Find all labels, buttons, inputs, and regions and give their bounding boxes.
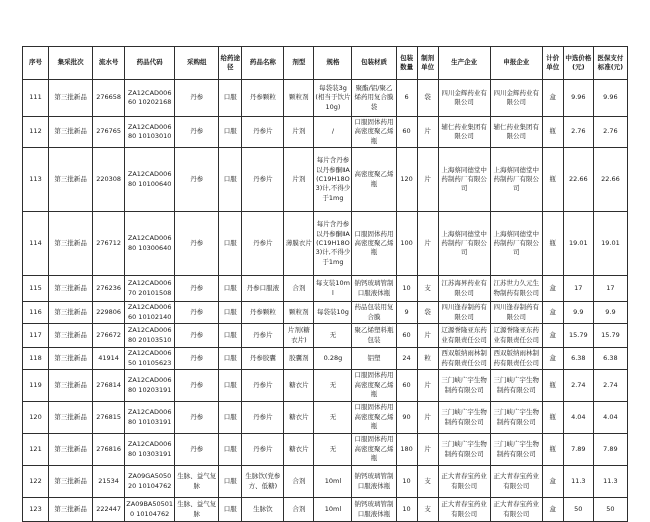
table-cell: 糖衣片 bbox=[284, 402, 314, 434]
table-cell: 上海蔡同德堂中药制药厂有限公司 bbox=[490, 148, 542, 212]
table-cell: 三门峡广宇生物制药有限公司 bbox=[438, 434, 490, 466]
table-cell: 丹参片 bbox=[242, 148, 284, 212]
table-cell: 片剂 bbox=[284, 148, 314, 212]
table-cell: 276814 bbox=[93, 370, 125, 402]
table-cell: 第三批新品 bbox=[49, 498, 93, 522]
table-cell: 西双版纳雨林制药有限责任公司 bbox=[490, 348, 542, 370]
table-row bbox=[23, 148, 628, 212]
table-cell: 三门峡广宇生物制药有限公司 bbox=[438, 370, 490, 402]
table-cell: 第三批新品 bbox=[49, 324, 93, 348]
table-cell: 9.96 bbox=[593, 80, 627, 117]
table-cell: 丹参 bbox=[175, 302, 219, 324]
table-cell: 7.89 bbox=[563, 434, 593, 466]
table-cell: 276765 bbox=[93, 117, 125, 148]
table-cell: 辽源誉隆亚东药业有限责任公司 bbox=[490, 324, 542, 348]
table-cell: 片剂(糖衣片) bbox=[284, 324, 314, 348]
table-cell: 第三批新品 bbox=[49, 117, 93, 148]
table-cell: 10 bbox=[396, 466, 417, 498]
table-cell: 钠钙玻璃管制口服液体瓶 bbox=[352, 276, 396, 302]
table-cell: 口服固体药用高密度聚乙烯瓶 bbox=[352, 402, 396, 434]
table-cell: 江苏海昇药业有限公司 bbox=[438, 276, 490, 302]
column-header: 剂型 bbox=[284, 47, 314, 80]
table-cell: 丹参片 bbox=[242, 117, 284, 148]
table-cell: ZA09GA505020 10104762 bbox=[125, 466, 175, 498]
column-header: 计价单位 bbox=[542, 47, 563, 80]
table-cell: 正大青春宝药业有限公司 bbox=[438, 498, 490, 522]
table-cell: 276815 bbox=[93, 402, 125, 434]
table-cell: 口服固体药用高密度聚乙烯瓶 bbox=[352, 370, 396, 402]
table-cell: 120 bbox=[23, 402, 49, 434]
table-cell: 111 bbox=[23, 80, 49, 117]
table-cell: 276658 bbox=[93, 80, 125, 117]
table-cell: ZA12CAD00680 10303191 bbox=[125, 434, 175, 466]
table-cell: 瓶 bbox=[542, 148, 563, 212]
table-cell: 121 bbox=[23, 434, 49, 466]
table-row bbox=[23, 434, 628, 466]
table-cell: 上海蔡同德堂中药制药厂有限公司 bbox=[490, 212, 542, 276]
table-cell: 24 bbox=[396, 348, 417, 370]
table-cell: 合剂 bbox=[284, 276, 314, 302]
column-header: 采购组 bbox=[175, 47, 219, 80]
table-cell: 丹参 bbox=[175, 434, 219, 466]
table-cell: 117 bbox=[23, 324, 49, 348]
table-cell: 123 bbox=[23, 498, 49, 522]
table-row bbox=[23, 348, 628, 370]
table-cell: 100 bbox=[396, 212, 417, 276]
table-cell: 第三批新品 bbox=[49, 212, 93, 276]
table-cell: 口服 bbox=[219, 498, 242, 522]
column-header: 包装数量 bbox=[396, 47, 417, 80]
table-cell: 袋 bbox=[417, 302, 438, 324]
table-cell: 瓶 bbox=[542, 370, 563, 402]
table-cell: 丹参片 bbox=[242, 402, 284, 434]
column-header: 制剂单位 bbox=[417, 47, 438, 80]
table-cell: 口服 bbox=[219, 276, 242, 302]
table-cell: 薄膜衣片 bbox=[284, 212, 314, 276]
table-cell: 高密度聚乙烯瓶 bbox=[352, 148, 396, 212]
table-cell: / bbox=[314, 117, 352, 148]
table-cell: 50 bbox=[563, 498, 593, 522]
table-cell: 第三批新品 bbox=[49, 348, 93, 370]
table-cell: 钠钙玻璃管制口服液体瓶 bbox=[352, 498, 396, 522]
table-cell: 10ml bbox=[314, 466, 352, 498]
table-cell: 口服 bbox=[219, 402, 242, 434]
table-cell: 第三批新品 bbox=[49, 466, 93, 498]
column-header: 流水号 bbox=[93, 47, 125, 80]
table-cell: 丹参 bbox=[175, 148, 219, 212]
table-cell: 6 bbox=[396, 80, 417, 117]
table-cell: 江苏世力久元生物制药有限公司 bbox=[490, 276, 542, 302]
table-cell: 辅仁药业集团有限公司 bbox=[438, 117, 490, 148]
table-cell: 17 bbox=[563, 276, 593, 302]
table-cell: 10 bbox=[396, 276, 417, 302]
table-cell: 每支装10ml bbox=[314, 276, 352, 302]
column-header: 规格 bbox=[314, 47, 352, 80]
table-cell: 支 bbox=[417, 276, 438, 302]
table-row bbox=[23, 80, 628, 117]
column-header: 中选价格(元) bbox=[563, 47, 593, 80]
table-cell: 糖衣片 bbox=[284, 434, 314, 466]
table-cell: 无 bbox=[314, 434, 352, 466]
table-cell: 丹参 bbox=[175, 276, 219, 302]
table-cell: 颗粒剂 bbox=[284, 80, 314, 117]
table-cell: 2.74 bbox=[593, 370, 627, 402]
table-cell: 丹参片 bbox=[242, 324, 284, 348]
table-cell: 瓶 bbox=[542, 402, 563, 434]
table-cell: 生脉、益气复脉 bbox=[175, 466, 219, 498]
table-cell: 四川金辉药业有限公司 bbox=[490, 80, 542, 117]
table-cell: 114 bbox=[23, 212, 49, 276]
table-cell: 丹参片 bbox=[242, 434, 284, 466]
table-cell: 60 bbox=[396, 370, 417, 402]
table-cell: ZA12CAD00680 10100640 bbox=[125, 148, 175, 212]
table-cell: ZA09BA505010 10104762 bbox=[125, 498, 175, 522]
table-cell: 口服 bbox=[219, 434, 242, 466]
table-cell: 丹参 bbox=[175, 324, 219, 348]
table-cell: 19.01 bbox=[593, 212, 627, 276]
table-cell: 第三批新品 bbox=[49, 302, 93, 324]
table-cell: 17 bbox=[593, 276, 627, 302]
table-cell: 口服 bbox=[219, 370, 242, 402]
table-row bbox=[23, 302, 628, 324]
table-cell: 口服 bbox=[219, 348, 242, 370]
table-cell: 115 bbox=[23, 276, 49, 302]
table-cell: 粒 bbox=[417, 348, 438, 370]
table-cell: 三门峡广宇生物制药有限公司 bbox=[490, 370, 542, 402]
table-cell: 60 bbox=[396, 117, 417, 148]
table-cell: 丹参 bbox=[175, 117, 219, 148]
table-cell: 三门峡广宇生物制药有限公司 bbox=[490, 434, 542, 466]
table-cell: 2.74 bbox=[563, 370, 593, 402]
table-cell: ZA12CAD00680 10203191 bbox=[125, 370, 175, 402]
table-cell: 10 bbox=[396, 498, 417, 522]
table-cell: 第三批新品 bbox=[49, 80, 93, 117]
table-cell: 四川金辉药业有限公司 bbox=[438, 80, 490, 117]
table-cell: 口服 bbox=[219, 80, 242, 117]
table-cell: 9.9 bbox=[593, 302, 627, 324]
table-cell: 丹参片 bbox=[242, 370, 284, 402]
table-cell: 丹参 bbox=[175, 402, 219, 434]
table-cell: 颗粒剂 bbox=[284, 302, 314, 324]
column-header: 生产企业 bbox=[438, 47, 490, 80]
table-cell: 276672 bbox=[93, 324, 125, 348]
table-cell: 6.38 bbox=[563, 348, 593, 370]
table-cell: 袋 bbox=[417, 80, 438, 117]
table-cell: 每袋装10g bbox=[314, 302, 352, 324]
table-cell: 6.38 bbox=[593, 348, 627, 370]
drug-procurement-table bbox=[22, 46, 628, 522]
table-cell: 119 bbox=[23, 370, 49, 402]
table-cell: 21534 bbox=[93, 466, 125, 498]
table-cell: 第三批新品 bbox=[49, 148, 93, 212]
column-header: 包装材质 bbox=[352, 47, 396, 80]
table-row bbox=[23, 212, 628, 276]
table-cell: 胶囊剂 bbox=[284, 348, 314, 370]
table-cell: 西双版纳雨林制药有限责任公司 bbox=[438, 348, 490, 370]
table-cell: 第三批新品 bbox=[49, 434, 93, 466]
table-row bbox=[23, 324, 628, 348]
table-cell: 口服 bbox=[219, 117, 242, 148]
table-cell: 118 bbox=[23, 348, 49, 370]
table-cell: 铝塑 bbox=[352, 348, 396, 370]
table-cell: 丹参颗粒 bbox=[242, 80, 284, 117]
table-cell: 15.79 bbox=[563, 324, 593, 348]
table-row bbox=[23, 370, 628, 402]
table-cell: 50 bbox=[593, 498, 627, 522]
table-cell: 无 bbox=[314, 370, 352, 402]
table-row bbox=[23, 117, 628, 148]
table-cell: 钠钙玻璃管制口服液体瓶 bbox=[352, 466, 396, 498]
table-cell: 支 bbox=[417, 466, 438, 498]
table-cell: 222447 bbox=[93, 498, 125, 522]
table-cell: 片 bbox=[417, 402, 438, 434]
table-cell: 10ml bbox=[314, 498, 352, 522]
table-row bbox=[23, 466, 628, 498]
table-cell: 每片含丹参以丹参酮ⅡA(C19H18O3)计,不得少于1mg bbox=[314, 148, 352, 212]
table-cell: 口服固体药用高密度聚乙烯瓶 bbox=[352, 212, 396, 276]
table-cell: ZA12CAD00680 10300640 bbox=[125, 212, 175, 276]
column-header: 药品名称 bbox=[242, 47, 284, 80]
table-cell: 四川逢春制药有限公司 bbox=[438, 302, 490, 324]
table-cell: 糖衣片 bbox=[284, 370, 314, 402]
table-cell: 90 bbox=[396, 402, 417, 434]
column-header: 申报企业 bbox=[490, 47, 542, 80]
table-cell: 无 bbox=[314, 324, 352, 348]
table-cell: 口服 bbox=[219, 302, 242, 324]
table-cell: 19.01 bbox=[563, 212, 593, 276]
table-cell: 盒 bbox=[542, 302, 563, 324]
table-cell: 9.96 bbox=[563, 80, 593, 117]
table-cell: 三门峡广宇生物制药有限公司 bbox=[490, 402, 542, 434]
table-cell: 4.04 bbox=[593, 402, 627, 434]
table-cell: 片 bbox=[417, 434, 438, 466]
table-cell: 41914 bbox=[93, 348, 125, 370]
table-cell: 180 bbox=[396, 434, 417, 466]
column-header: 药品代码 bbox=[125, 47, 175, 80]
table-cell: 片 bbox=[417, 117, 438, 148]
table-cell: 276236 bbox=[93, 276, 125, 302]
table-cell: 2.76 bbox=[593, 117, 627, 148]
table-cell: 每片含丹参以丹参酮ⅡA(C19H18O3)计,不得少于1mg bbox=[314, 212, 352, 276]
table-cell: 丹参片 bbox=[242, 212, 284, 276]
table-cell: 无 bbox=[314, 402, 352, 434]
table-cell: 生脉、益气复脉 bbox=[175, 498, 219, 522]
table-cell: 口服 bbox=[219, 466, 242, 498]
table-cell: 每袋装3g(相当于饮片10g) bbox=[314, 80, 352, 117]
table-cell: 聚乙烯塑料瓶包装 bbox=[352, 324, 396, 348]
table-cell: 口服 bbox=[219, 148, 242, 212]
table-cell: 盒 bbox=[542, 324, 563, 348]
table-cell: 盒 bbox=[542, 276, 563, 302]
table-cell: 116 bbox=[23, 302, 49, 324]
table-cell: 正大青春宝药业有限公司 bbox=[490, 466, 542, 498]
table-cell: 丹参 bbox=[175, 80, 219, 117]
table-cell: 276816 bbox=[93, 434, 125, 466]
table-cell: 9.9 bbox=[563, 302, 593, 324]
table-cell: 口服固体药用高密度聚乙烯瓶 bbox=[352, 117, 396, 148]
table-cell: 口服固体药用高密度聚乙烯瓶 bbox=[352, 434, 396, 466]
table-cell: ZA12CAD00680 20103510 bbox=[125, 324, 175, 348]
table-cell: 60 bbox=[396, 324, 417, 348]
table-cell: 第三批新品 bbox=[49, 370, 93, 402]
table-cell: 盒 bbox=[542, 80, 563, 117]
column-header: 医保支付标准(元) bbox=[593, 47, 627, 80]
table-cell: 盒 bbox=[542, 466, 563, 498]
table-cell: 口服 bbox=[219, 212, 242, 276]
table-cell: 瓶 bbox=[542, 117, 563, 148]
table-cell: 片剂 bbox=[284, 117, 314, 148]
table-cell: 上海蔡同德堂中药制药厂有限公司 bbox=[438, 212, 490, 276]
table-cell: 合剂 bbox=[284, 466, 314, 498]
table-cell: 盒 bbox=[542, 498, 563, 522]
table-cell: ZA12CAD00650 10105623 bbox=[125, 348, 175, 370]
table-cell: 盒 bbox=[542, 348, 563, 370]
document-page bbox=[0, 46, 650, 518]
table-cell: 合剂 bbox=[284, 498, 314, 522]
table-header-row bbox=[23, 47, 628, 80]
table-cell: 276712 bbox=[93, 212, 125, 276]
table-cell: 15.79 bbox=[593, 324, 627, 348]
table-cell: 11.3 bbox=[563, 466, 593, 498]
column-header: 给药途径 bbox=[219, 47, 242, 80]
table-cell: 22.66 bbox=[563, 148, 593, 212]
table-cell: 120 bbox=[396, 148, 417, 212]
table-cell: 辅仁药业集团有限公司 bbox=[490, 117, 542, 148]
table-cell: 瓶 bbox=[542, 212, 563, 276]
table-cell: 片 bbox=[417, 212, 438, 276]
table-cell: 四川逢春制药有限公司 bbox=[490, 302, 542, 324]
table-cell: 生脉饮(党参方、低糖) bbox=[242, 466, 284, 498]
table-cell: 11.3 bbox=[593, 466, 627, 498]
table-cell: 正大青春宝药业有限公司 bbox=[490, 498, 542, 522]
table-cell: 4.04 bbox=[563, 402, 593, 434]
table-cell: 瓶 bbox=[542, 434, 563, 466]
table-cell: 丹参 bbox=[175, 212, 219, 276]
table-cell: 片 bbox=[417, 148, 438, 212]
table-cell: 丹参胶囊 bbox=[242, 348, 284, 370]
column-header: 序号 bbox=[23, 47, 49, 80]
table-cell: 229806 bbox=[93, 302, 125, 324]
table-cell: 药品包装用复合膜 bbox=[352, 302, 396, 324]
table-cell: 113 bbox=[23, 148, 49, 212]
table-cell: ZA12CAD00680 10103191 bbox=[125, 402, 175, 434]
table-cell: 0.28g bbox=[314, 348, 352, 370]
table-cell: 生脉饮 bbox=[242, 498, 284, 522]
table-cell: 聚酯/铝/聚乙烯药用复合膜袋 bbox=[352, 80, 396, 117]
table-cell: 三门峡广宇生物制药有限公司 bbox=[438, 402, 490, 434]
table-cell: 片 bbox=[417, 324, 438, 348]
table-cell: 丹参颗粒 bbox=[242, 302, 284, 324]
table-cell: ZA12CAD00680 10103010 bbox=[125, 117, 175, 148]
table-cell: 片 bbox=[417, 370, 438, 402]
table-cell: 正大青春宝药业有限公司 bbox=[438, 466, 490, 498]
table-cell: 122 bbox=[23, 466, 49, 498]
table-cell: 上海蔡同德堂中药制药厂有限公司 bbox=[438, 148, 490, 212]
table-cell: 丹参口服液 bbox=[242, 276, 284, 302]
table-body bbox=[23, 80, 628, 522]
table-row bbox=[23, 402, 628, 434]
table-cell: ZA12CAD00660 10202168 bbox=[125, 80, 175, 117]
table-cell: 辽源誉隆亚东药业有限责任公司 bbox=[438, 324, 490, 348]
table-cell: ZA12CAD00670 20101508 bbox=[125, 276, 175, 302]
table-row bbox=[23, 276, 628, 302]
table-cell: ZA12CAD00660 10102140 bbox=[125, 302, 175, 324]
table-cell: 支 bbox=[417, 498, 438, 522]
table-cell: 7.89 bbox=[593, 434, 627, 466]
table-cell: 口服 bbox=[219, 324, 242, 348]
table-cell: 丹参 bbox=[175, 348, 219, 370]
table-cell: 第三批新品 bbox=[49, 402, 93, 434]
table-row bbox=[23, 498, 628, 522]
table-cell: 220308 bbox=[93, 148, 125, 212]
table-cell: 第三批新品 bbox=[49, 276, 93, 302]
table-cell: 丹参 bbox=[175, 370, 219, 402]
table-cell: 112 bbox=[23, 117, 49, 148]
table-cell: 2.76 bbox=[563, 117, 593, 148]
table-cell: 22.66 bbox=[593, 148, 627, 212]
column-header: 集采批次 bbox=[49, 47, 93, 80]
table-cell: 9 bbox=[396, 302, 417, 324]
